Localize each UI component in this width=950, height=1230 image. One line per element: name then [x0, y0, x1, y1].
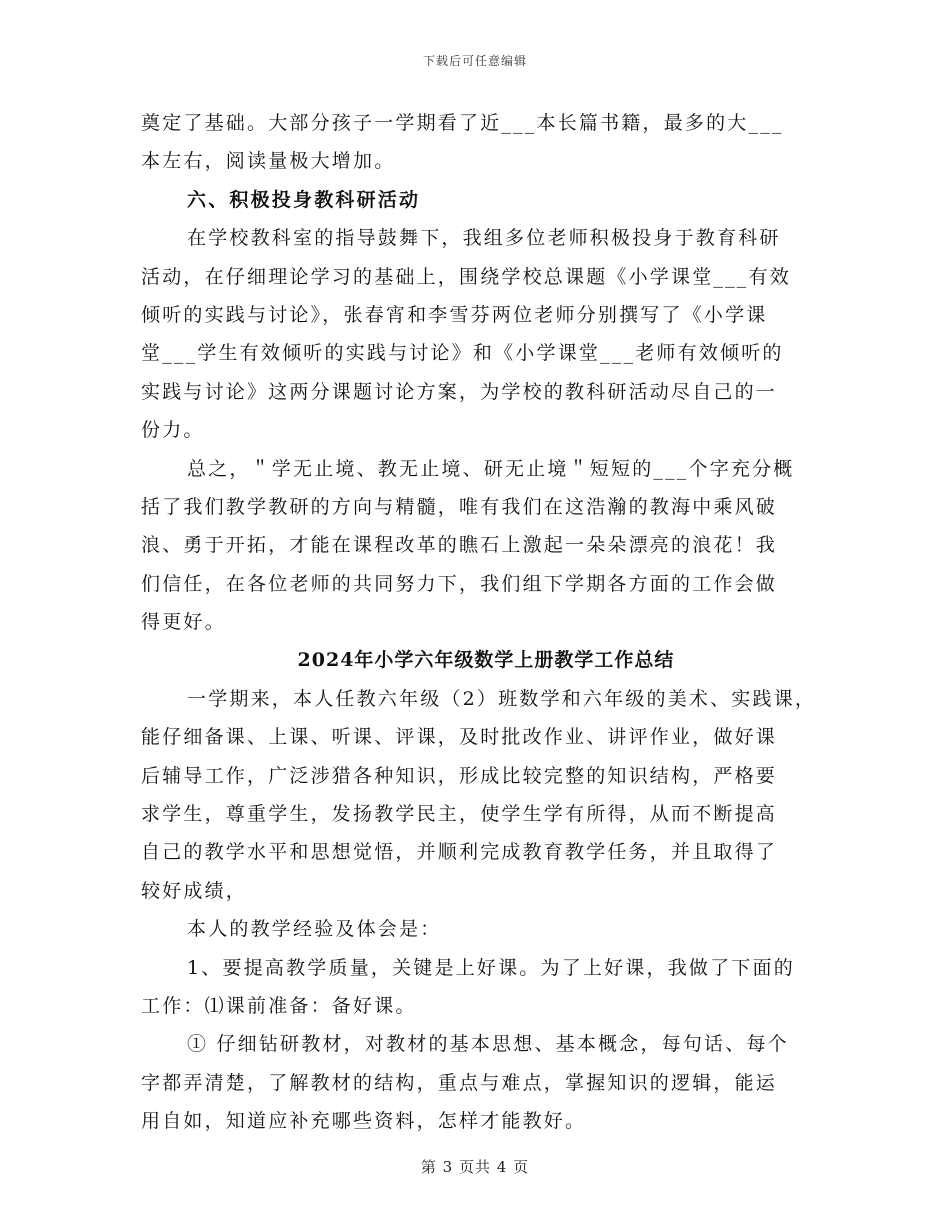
body-line: 奠定了基础。大部分孩子一学期看了近___本长篇书籍，最多的大___	[141, 112, 784, 134]
body-line: 活动，在仔细理论学习的基础上，围绕学校总课题《小学课堂___有效	[141, 265, 791, 288]
body-line: 倾听的实践与讨论》，张春宵和李雪芬两位老师分别撰写了《小学课	[141, 303, 768, 326]
page-header: 下载后可任意编辑	[422, 54, 527, 68]
body-line: 求学生，尊重学生，发扬教学民主，使学生学有所得，从而不断提高	[141, 803, 778, 826]
body-line: 们信任，在各位老师的共同努力下，我们组下学期各方面的工作会做	[141, 572, 778, 595]
body-line: 自己的教学水平和思想觉悟，并顺利完成教育教学任务，并且取得了	[141, 841, 778, 864]
page-footer: 第 3 页共 4 页	[420, 1158, 530, 1176]
body-line: 浪、勇于开拓，才能在课程改革的瞧石上激起一朵朵漂亮的浪花！我	[141, 534, 778, 557]
body-line: 堂___学生有效倾听的实践与讨论》和《小学课堂___老师有效倾听的	[141, 342, 784, 365]
body-line: 实践与讨论》这两分课题讨论方案，为学校的教科研活动尽自己的一	[141, 380, 778, 403]
section-heading: 六、积极投身教科研活动	[187, 188, 421, 211]
body-line: 总之，＂学无止境、教无止境、研无止境＂短短的___个字充分概	[187, 457, 795, 480]
body-line: 字都弄清楚，了解教材的结构，重点与难点，掌握知识的逻辑，能运	[141, 1071, 778, 1094]
body-line: 在学校教科室的指导鼓舞下，我组多位老师积极投身于教育科研	[187, 227, 781, 250]
body-line: 得更好。	[141, 611, 226, 634]
body-line: 一学期来，本人任教六年级（2）班数学和六年级的美术、实践课，	[187, 687, 817, 710]
body-line: 1、要提高教学质量，关键是上好课。为了上好课，我做了下面的	[187, 956, 795, 979]
body-line: 能仔细备课、上课、听课、评课，及时批改作业、讲评作业，做好课	[141, 726, 778, 749]
body-line: 份力。	[141, 419, 205, 442]
body-line: 工作：⑴课前准备：备好课。	[141, 994, 417, 1017]
body-line: 后辅导工作，广泛涉猎各种知识，形成比较完整的知识结构，严格要	[141, 764, 778, 787]
body-line: 本人的教学经验及体会是：	[187, 918, 442, 941]
body-line: 用自如，知道应补充哪些资料，怎样才能教好。	[141, 1110, 587, 1133]
body-line: ① 仔细钻研教材，对教材的基本思想、基本概念，每句话、每个	[187, 1033, 789, 1056]
document-body	[141, 104, 821, 1141]
document-title: 2024年小学六年级数学上册教学工作总结	[297, 649, 675, 672]
body-line: 较好成绩，	[141, 879, 248, 902]
body-line: 括了我们教学教研的方向与精髓，唯有我们在这浩瀚的教海中乘风破	[141, 495, 778, 518]
body-line: 本左右，阅读量极大增加。	[141, 150, 396, 173]
